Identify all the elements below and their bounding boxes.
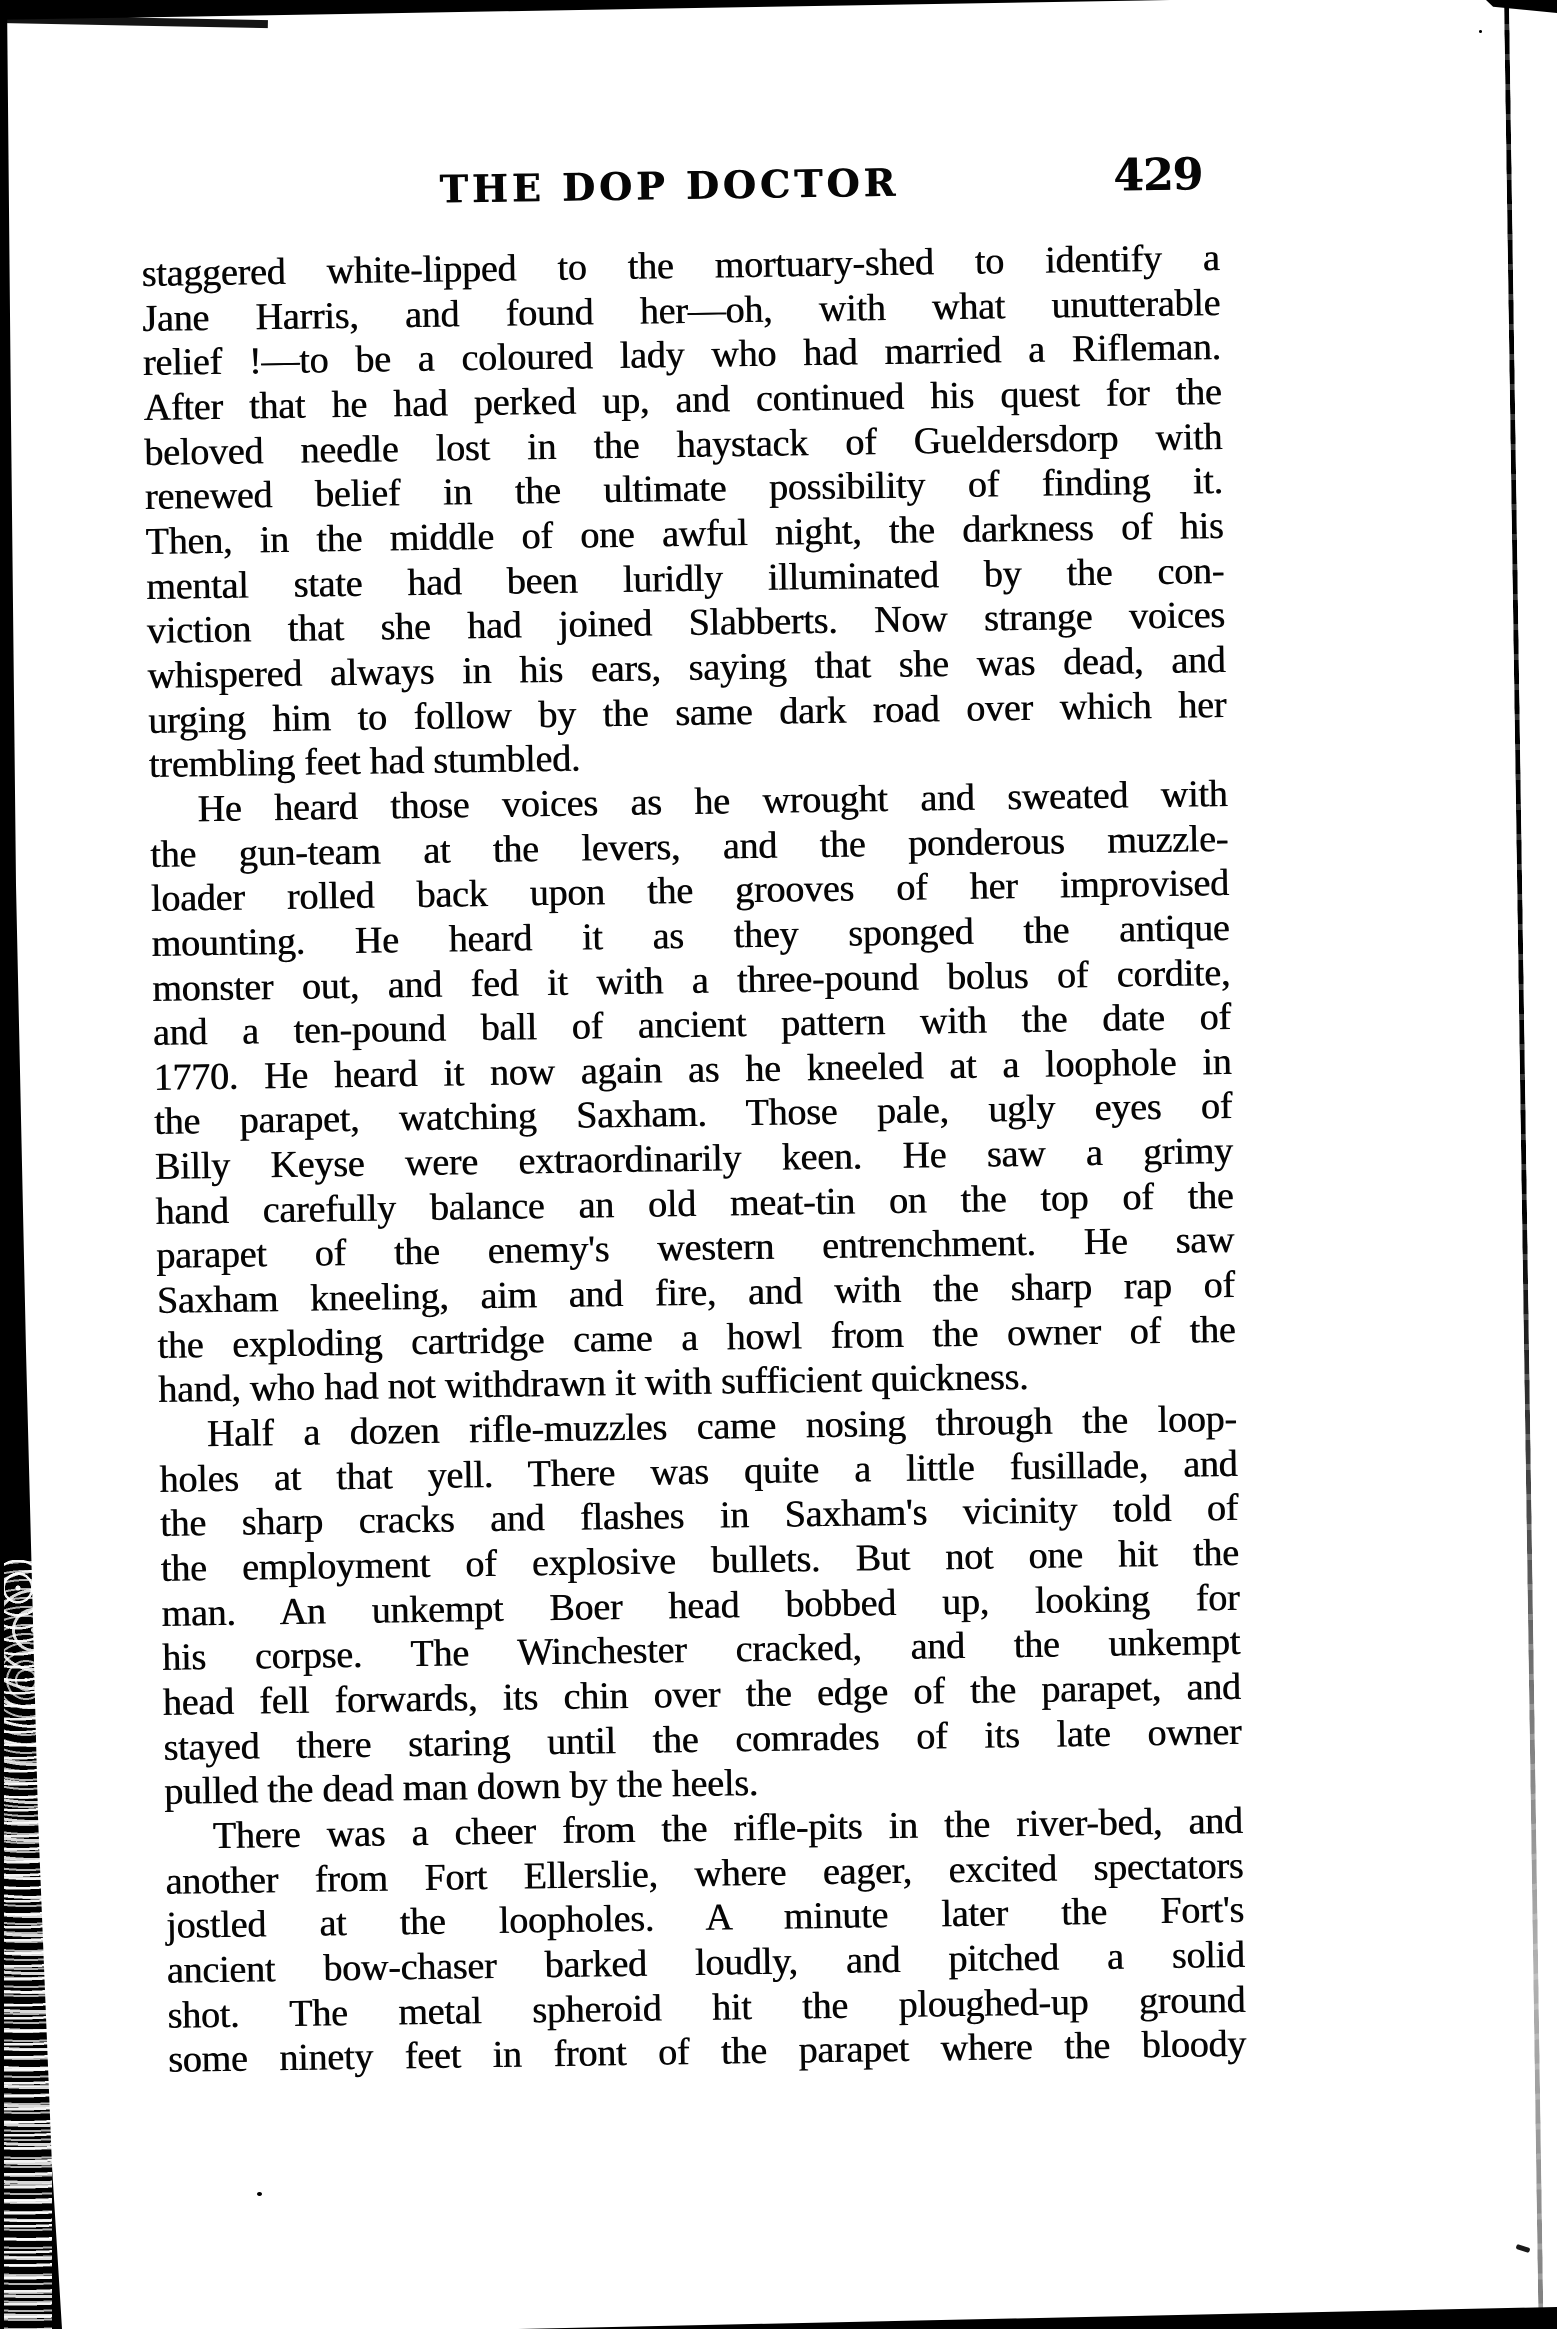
paragraph bbox=[149, 772, 1236, 1413]
text-line: loader rolled back upon the grooves of her improvised bbox=[150, 862, 1230, 921]
text-line: trembling feet had stumbled. bbox=[148, 737, 581, 787]
text-line: After that he had perked up, and continued his quest for the bbox=[143, 370, 1222, 429]
text-line: There was a cheer from the rifle-pits in the river-bed, and bbox=[212, 1799, 1243, 1858]
ink-speck bbox=[1479, 30, 1482, 33]
page-text bbox=[141, 236, 1246, 2083]
text-line: the parapet, watching Saxham. Those pale, ugly eyes of bbox=[153, 1085, 1233, 1144]
text-line: Half a dozen rifle-muzzles came nosing through the loop- bbox=[206, 1397, 1237, 1456]
text-line: mental state had been luridly illuminated by the con- bbox=[145, 549, 1225, 608]
text-line: the exploding cartridge came a howl from the owner of the bbox=[157, 1308, 1236, 1367]
text-line: head fell forwards, its chin over the edge of the parapet, and bbox=[162, 1665, 1241, 1724]
text-line: relief !—to be a coloured lady who had married a Rifleman. bbox=[142, 326, 1222, 385]
ink-speck bbox=[1516, 2244, 1531, 2253]
text-line: the sharp cracks and flashes in Saxham's vicinity told of bbox=[159, 1487, 1239, 1546]
text-line: his corpse. The Winchester cracked, and the unkempt bbox=[161, 1621, 1241, 1680]
text-line: beloved needle lost in the haystack of Gueldersdorp with bbox=[143, 415, 1223, 474]
text-line: hand, who had not withdrawn it with sufficient quickness. bbox=[157, 1356, 1029, 1412]
text-line: mounting. He heard it as they sponged the antique bbox=[151, 906, 1230, 965]
text-line: man. An unkempt Boer head bobbed up, looking for bbox=[161, 1576, 1240, 1635]
paragraph bbox=[158, 1397, 1242, 1815]
text-line: holes at that yell. There was quite a little fusillade, and bbox=[159, 1442, 1238, 1501]
text-line: shot. The metal spheroid hit the ploughed-up ground bbox=[167, 1978, 1246, 2037]
page-number: 429 bbox=[1112, 149, 1203, 202]
text-line: ancient bow-chaser barked loudly, and pitched a solid bbox=[166, 1933, 1245, 1992]
text-line: He heard those voices as he wrought and sweated with bbox=[197, 772, 1228, 831]
text-line: 1770. He heard it now again as he kneeled at a loophole in bbox=[153, 1040, 1232, 1099]
scan-artifact-bottom-edge bbox=[518, 2307, 1557, 2329]
text-line: Jane Harris, and found her—oh, with what unutterable bbox=[141, 281, 1221, 340]
text-line: whispered always in his ears, saying that she was dead, and bbox=[147, 638, 1226, 697]
running-header bbox=[140, 149, 1219, 218]
page-content bbox=[140, 149, 1247, 2083]
text-line: some ninety feet in front of the parapet where the bloody bbox=[167, 2023, 1247, 2082]
page-header-title: THE DOP DOCTOR bbox=[439, 159, 900, 212]
scan-artifact-left-speckles bbox=[4, 1560, 52, 2329]
text-line: monster out, and fed it with a three-pound bolus of cordite, bbox=[151, 951, 1231, 1010]
ink-speck bbox=[257, 2192, 262, 2196]
paragraph bbox=[141, 236, 1227, 788]
text-line: and a ten-pound ball of ancient pattern with the date of bbox=[152, 996, 1231, 1055]
text-line: parapet of the enemy's western entrenchment. He saw bbox=[155, 1219, 1235, 1278]
text-line: renewed belief in the ultimate possibility of finding it. bbox=[144, 460, 1224, 519]
text-line: urging him to follow by the same dark road over which her bbox=[147, 683, 1227, 742]
text-line: jostled at the loopholes. A minute later the Fort's bbox=[165, 1889, 1245, 1948]
text-line: stayed there staring until the comrades of its late owner bbox=[163, 1710, 1242, 1769]
text-line: Then, in the middle of one awful night, the darkness of his bbox=[145, 504, 1224, 563]
text-line: the employment of explosive bullets. But not one hit the bbox=[160, 1531, 1239, 1590]
scan-artifact-top-edge-sliver bbox=[0, 15, 268, 28]
text-line: viction that she had joined Slabberts. Now strange voices bbox=[146, 594, 1226, 653]
scan-artifact-right-line bbox=[1504, 0, 1543, 2315]
paragraph bbox=[164, 1799, 1246, 2083]
text-line: staggered white-lipped to the mortuary-shed to identify a bbox=[141, 236, 1220, 295]
text-line: the gun-team at the levers, and the ponderous muzzle- bbox=[149, 817, 1229, 876]
text-line: Billy Keyse were extraordinarily keen. He saw a grimy bbox=[154, 1130, 1233, 1189]
text-line: pulled the dead man down by the heels. bbox=[163, 1762, 759, 1814]
text-line: another from Fort Ellerslie, where eager, excited spectators bbox=[165, 1844, 1244, 1903]
text-line: Saxham kneeling, aim and fire, and with the sharp rap of bbox=[156, 1263, 1235, 1322]
text-line: hand carefully balance an old meat-tin on the top of the bbox=[155, 1174, 1234, 1233]
scan-artifact-top-right-edge bbox=[1486, 0, 1557, 13]
